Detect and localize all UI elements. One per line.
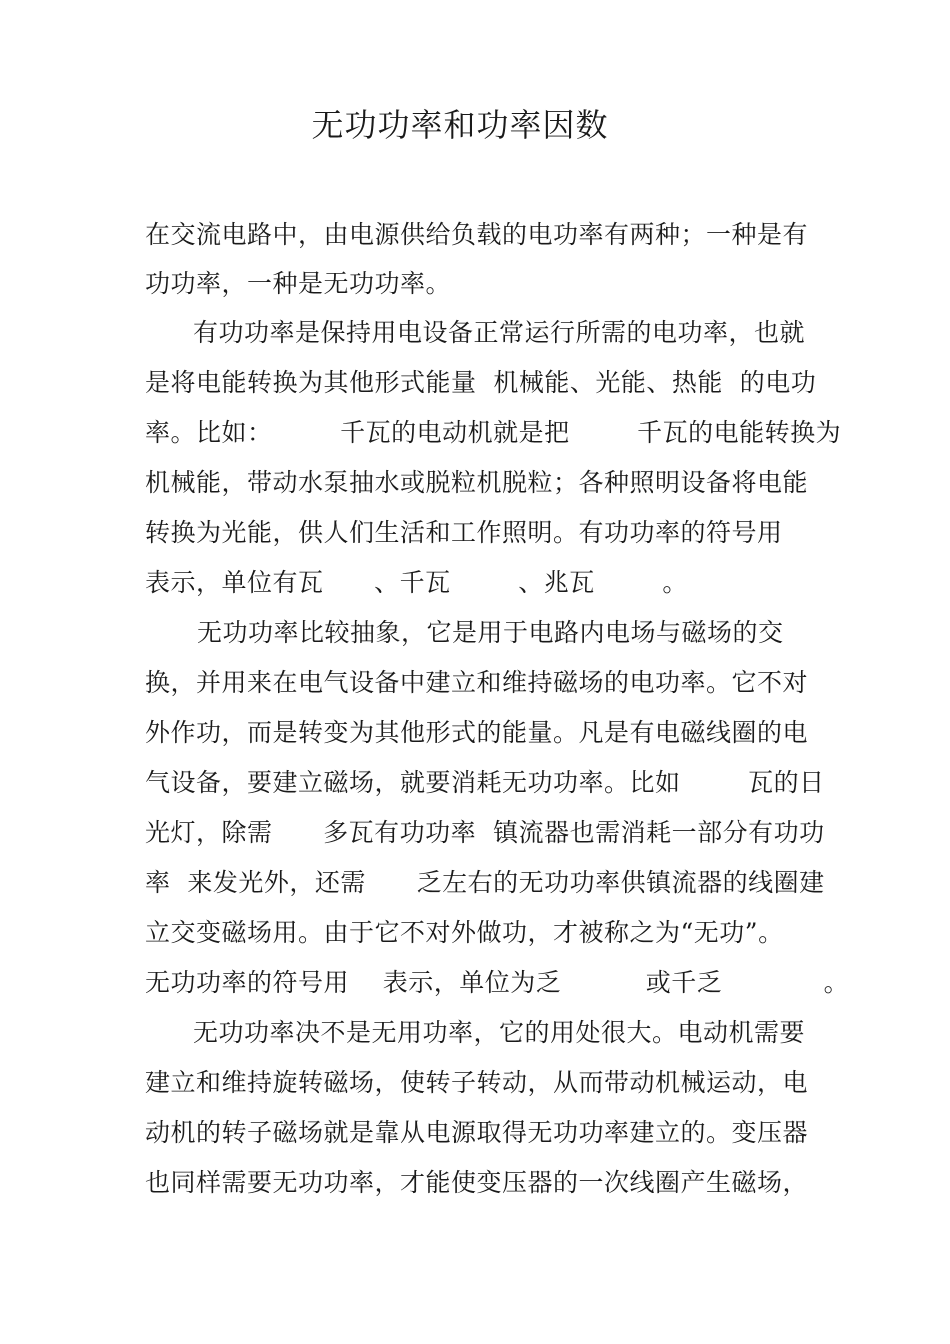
text-line: 机械能，带动水泵抽水或脱粒机脱粒；各种照明设备将电能 (145, 468, 809, 497)
document-title: 无功功率和功率因数 (311, 106, 609, 144)
text-line: 无功功率决不是无用功率，它的用处很大。电动机需要 (193, 1018, 806, 1047)
text-line: 是将电能转换为其他形式能量 机械能、光能、热能 的电功 (145, 368, 817, 397)
text-line: 也同样需要无功功率，才能使变压器的一次线圈产生磁场， (145, 1168, 809, 1197)
text-line: 无功功率比较抽象，它是用于电路内电场与磁场的交 (197, 618, 784, 647)
text-line: 立交变磁场用。由于它不对外做功，才被称之为“无功”。 (145, 918, 784, 947)
text-line: 率。比如： 千瓦的电动机就是把 千瓦的电能转换为 (145, 418, 842, 447)
text-line: 气设备，要建立磁场，就要消耗无功功率。比如 瓦的日 (145, 768, 825, 797)
text-line: 功功率，一种是无功功率。 (145, 269, 452, 298)
text-line: 在交流电路中，由电源供给负载的电功率有两种；一种是有 (145, 220, 809, 249)
text-line: 转换为光能，供人们生活和工作照明。有功功率的符号用 (145, 518, 783, 547)
text-line: 有功功率是保持用电设备正常运行所需的电功率，也就 (193, 318, 806, 347)
text-line: 率 来发光外，还需 乏左右的无功功率供镇流器的线圈建 (145, 868, 825, 897)
text-line: 换，并用来在电气设备中建立和维持磁场的电功率。它不对 (145, 668, 809, 697)
text-line: 建立和维持旋转磁场，使转子转动，从而带动机械运动，电 (145, 1068, 809, 1097)
text-line: 外作功，而是转变为其他形式的能量。凡是有电磁线圈的电 (145, 718, 809, 747)
text-line: 无功功率的符号用 表示，单位为乏 或千乏 。 (145, 968, 850, 997)
text-line: 光灯，除需 多瓦有功功率 镇流器也需消耗一部分有功功 (145, 818, 825, 847)
text-line: 动机的转子磁场就是靠从电源取得无功功率建立的。变压器 (145, 1118, 809, 1147)
text-line: 表示，单位有瓦 、千瓦 、兆瓦 。 (145, 568, 688, 597)
